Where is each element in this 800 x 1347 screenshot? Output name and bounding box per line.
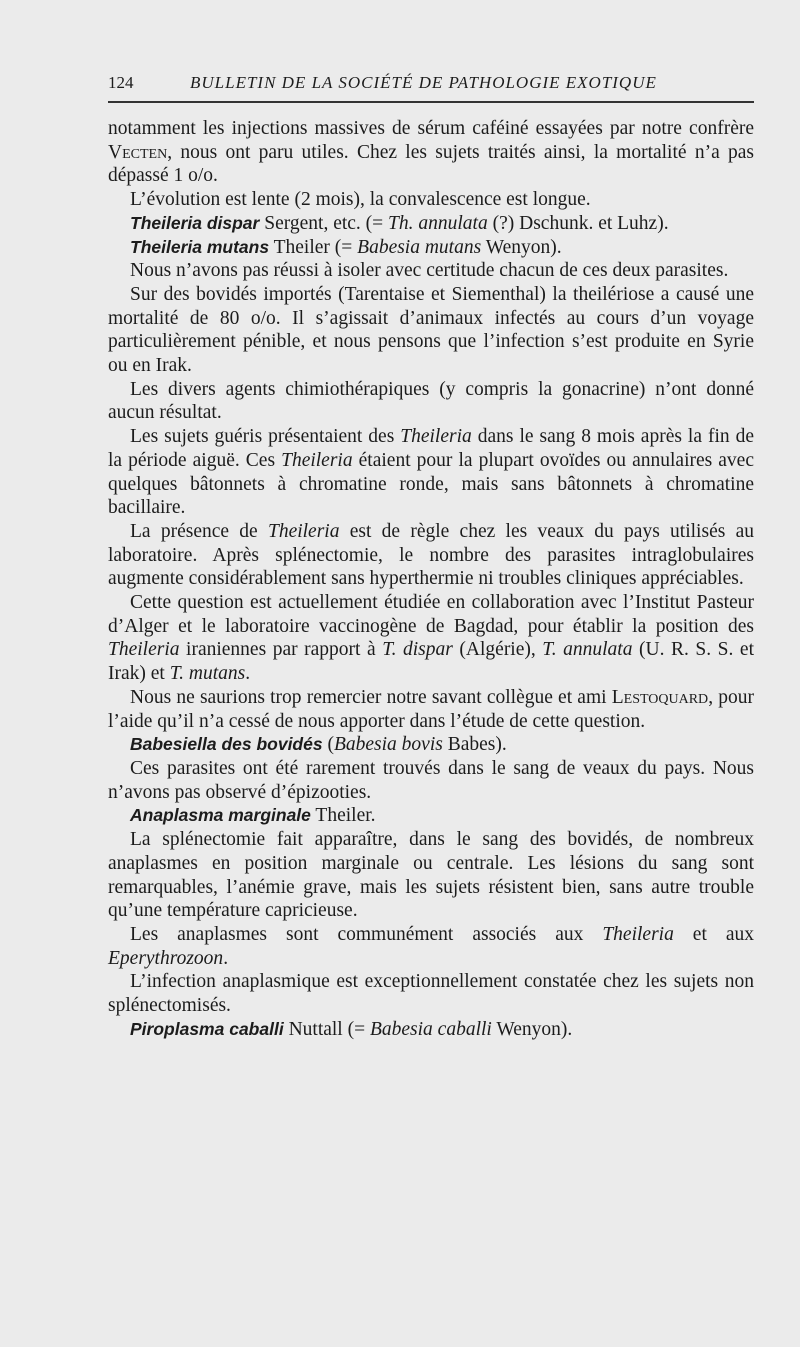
- text-run: Wenyon).: [481, 236, 562, 258]
- italic-term: Babesia mutans: [357, 236, 482, 258]
- text-run: .: [223, 947, 229, 969]
- text-run: Nous ne saurions trop remercier notre savant collègue et ami: [130, 686, 612, 708]
- text-run: Nuttall (=: [283, 1018, 370, 1040]
- italic-term: T. dispar: [382, 639, 453, 661]
- species-heading: [108, 733, 754, 757]
- species-name: Anaplasma marginale: [130, 805, 311, 826]
- italic-term: T. mutans: [169, 663, 246, 685]
- text-run: notamment les injections massives de sérum caféiné essayées par notre confrère: [108, 118, 754, 139]
- text-run: , pour l’aide qu’il n’a cessé de nous apporter dans l’étude de cette question.: [108, 686, 754, 732]
- text-run: (: [322, 734, 334, 756]
- journal-title: BULLETIN DE LA SOCIÉTÉ DE PATHOLOGIE EXOTIQUE: [190, 73, 657, 92]
- text-run: Les anaplasmes sont communément associés aux: [130, 923, 603, 945]
- text-run: Babes).: [442, 734, 507, 756]
- text-run: étaient pour la plupart ovoïdes ou annulaires avec quelques bâtonnets à chromatine ronde, mais sans bâtonnets à chromatine bacillaire.: [108, 449, 754, 519]
- paragraph: [108, 520, 754, 591]
- italic-term: Eperythrozoon: [108, 947, 224, 969]
- italic-term: Theileria: [400, 426, 472, 448]
- paragraph: [108, 117, 754, 188]
- species-heading: [108, 212, 754, 236]
- paragraph: Sur des bovidés importés (Tarentaise et Siementhal) la theilériose a causé une mortalité de 80 o/o. Il s’agissait d’animaux infectés au cours d’un voyage particulièrement pénible, et nous pensons que l’infection s’est produite en Syrie ou en Irak.: [108, 283, 754, 377]
- text-run: Theiler.: [310, 805, 376, 827]
- italic-term: Th. annulata: [388, 212, 488, 234]
- species-name: Piroplasma caballi: [130, 1018, 284, 1039]
- paragraph: Ces parasites ont été rarement trouvés dans le sang de veaux du pays. Nous n’avons pas observé d’épizooties.: [108, 757, 754, 803]
- page-number: 124: [108, 73, 134, 92]
- italic-term: Theileria: [267, 520, 340, 542]
- species-heading: [108, 804, 754, 828]
- text-run: et aux: [673, 923, 755, 945]
- article-body: [108, 117, 754, 1041]
- paragraph: Nous n’avons pas réussi à isoler avec certitude chacun de ces deux parasites.: [130, 260, 729, 282]
- species-name: Theileria dispar: [130, 212, 260, 233]
- species-name: Babesiella des bovidés: [130, 734, 323, 755]
- paragraph: Les divers agents chimiothérapiques (y compris la gonacrine) n’ont donné aucun résultat.: [108, 378, 754, 424]
- paragraph: [108, 425, 754, 520]
- text-run: (?) Dschunk. et Luhz).: [487, 212, 669, 234]
- paragraph: [108, 923, 754, 970]
- text-run: Les sujets guéris présentaient des: [130, 426, 401, 448]
- italic-term: Theileria: [108, 639, 180, 661]
- species-heading: [108, 1018, 754, 1042]
- italic-term: Theileria: [281, 449, 353, 471]
- text-run: Cette question est actuellement étudiée en collaboration avec l’Institut Pasteur d’Alger et le laboratoire vaccinogène de Bagdad, pour établir la position des: [108, 592, 754, 637]
- paragraph: La splénectomie fait apparaître, dans le sang des bovidés, de nombreux anaplasmes en position marginale ou centrale. Les lésions du sang sont remarquables, l’anémie grave, mais les sujets résistent bien, sans autre trouble qu’une température capricieuse.: [108, 829, 754, 922]
- text-run: La présence de: [130, 520, 268, 542]
- text-run: iraniennes par rapport à: [179, 639, 383, 661]
- header-rule: [108, 101, 754, 103]
- paragraph: L’infection anaplasmique est exceptionnellement constatée chez les sujets non splénectomisés.: [108, 971, 754, 1017]
- text-run: .: [245, 663, 251, 685]
- text-run: Theiler (=: [269, 236, 358, 258]
- text-run: est de règle chez les veaux du pays utilisés au laboratoire. Après splénectomie, le nombre des parasites intraglobulaires augmente considérablement sans hyperthermie ni troubles cliniques appréciables.: [108, 520, 754, 590]
- italic-term: Theileria: [602, 923, 674, 945]
- paragraph: L’évolution est lente (2 mois), la convalescence est longue.: [130, 189, 591, 211]
- text-run: , nous ont paru utiles. Chez les sujets traités ainsi, la mortalité n’a pas dépassé 1 o/o.: [108, 141, 754, 187]
- text-run: dans le sang 8 mois après la fin de la période aiguë. Ces: [108, 426, 754, 471]
- text-run: (U. R. S. S. et Irak) et: [108, 639, 754, 685]
- author-name: Lestoquard: [611, 686, 709, 708]
- text-run: Sergent, etc. (=: [259, 212, 389, 234]
- paragraph: [108, 591, 754, 686]
- species-name: Theileria mutans: [130, 236, 270, 257]
- italic-term: T. annulata: [542, 639, 633, 661]
- paragraph: [108, 686, 754, 733]
- italic-term: Babesia caballi: [369, 1018, 492, 1040]
- text-run: (Algérie),: [452, 639, 543, 661]
- italic-term: Babesia bovis: [333, 734, 443, 756]
- text-run: Wenyon).: [491, 1018, 573, 1040]
- species-heading: [108, 236, 754, 260]
- running-header: [108, 73, 756, 93]
- author-name: Vecten: [108, 141, 168, 163]
